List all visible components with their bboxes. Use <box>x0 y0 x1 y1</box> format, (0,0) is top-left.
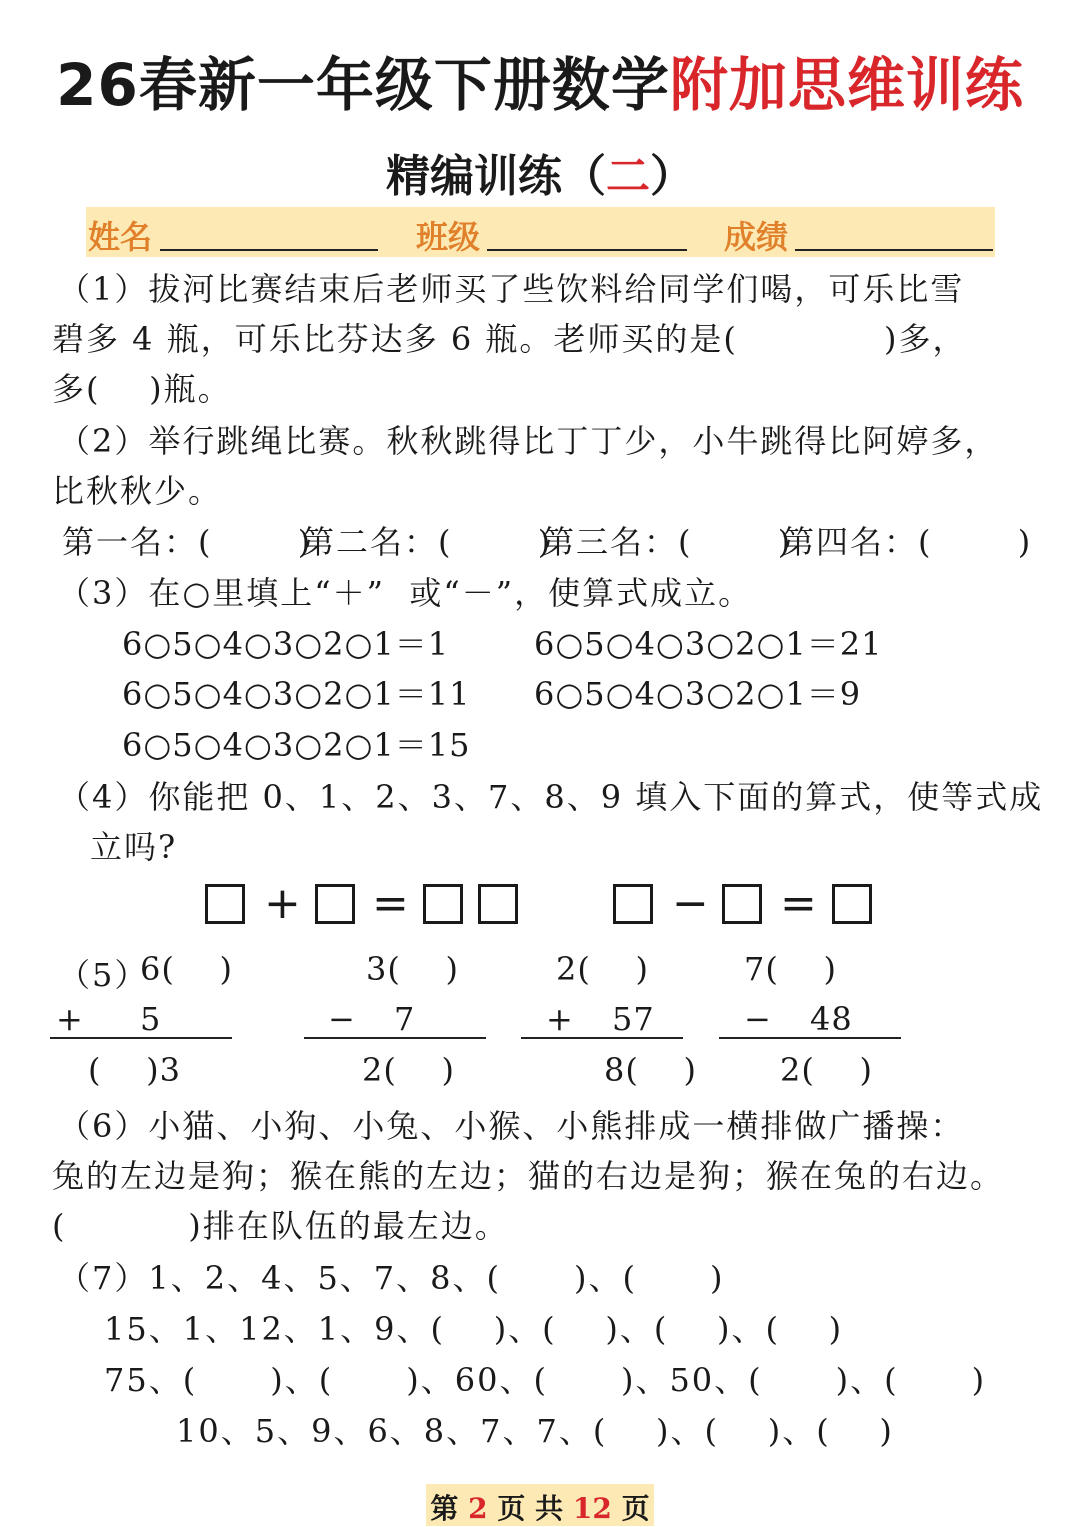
problem-second: 48 <box>810 1000 853 1038</box>
q6-line3: ( )排在队伍的最左边。 <box>52 1207 509 1245</box>
problem-operator: + <box>56 1000 84 1038</box>
q2-rank4: 第四名：( ) <box>782 523 1033 561</box>
q5-label: （5） <box>58 956 149 994</box>
score-label: 成绩 <box>724 218 789 256</box>
title-highlight: 附加思维训练 <box>669 51 1024 119</box>
answer-box[interactable] <box>478 884 518 924</box>
problem-top: 2( ) <box>556 950 650 988</box>
problem-top: 6( ) <box>140 950 234 988</box>
problem-result: 2( ) <box>362 1051 456 1089</box>
plus-sign: + <box>264 878 301 929</box>
q3-instruction: （3）在○里填上“＋” 或“－”，使算式成立。 <box>58 574 753 612</box>
answer-box[interactable] <box>613 884 653 924</box>
current-page: 2 <box>468 1492 488 1525</box>
sum-line <box>719 1037 901 1039</box>
footer-post: 页 <box>621 1492 650 1525</box>
equals-sign: = <box>372 878 409 929</box>
q1-line2: 碧多 4 瓶，可乐比芬达多 6 瓶。老师买的是( )多， <box>52 320 967 358</box>
q4-line1: （4）你能把 0、1、2、3、7、8、9 填入下面的算式，使等式成 <box>58 778 1044 816</box>
q3-equation: 6○5○4○3○2○1＝21 <box>534 625 883 663</box>
total-pages: 12 <box>572 1492 612 1525</box>
problem-result: 2( ) <box>780 1051 874 1089</box>
q2-rank1: 第一名：( ) <box>62 523 313 561</box>
class-field[interactable] <box>487 249 687 251</box>
answer-box[interactable] <box>832 884 872 924</box>
footer-mid: 页 共 <box>497 1492 564 1525</box>
page-subtitle <box>0 140 1080 204</box>
answer-box[interactable] <box>722 884 762 924</box>
subtitle-post: ） <box>650 151 694 202</box>
q2-line2: 比秋秋少。 <box>52 472 223 510</box>
problem-second: 7 <box>394 1000 416 1038</box>
problem-top: 7( ) <box>744 950 838 988</box>
answer-box[interactable] <box>205 884 245 924</box>
title-main: 26春新一年级下册数学 <box>56 51 670 119</box>
answer-box[interactable] <box>315 884 355 924</box>
score-field[interactable] <box>795 249 993 251</box>
equals-sign: = <box>780 878 817 929</box>
page-title <box>0 38 1080 122</box>
q1-line1: （1）拔河比赛结束后老师买了些饮料给同学们喝，可乐比雪 <box>58 270 965 308</box>
subtitle-pre: 精编训练（ <box>386 151 606 202</box>
q3-equation: 6○5○4○3○2○1＝15 <box>122 726 471 764</box>
problem-result: ( )3 <box>88 1051 182 1089</box>
q7-line1: （7）1、2、4、5、7、8、( )、( ) <box>58 1259 725 1297</box>
q7-line2: 15、1、12、1、9、( )、( )、( )、( ) <box>104 1310 844 1348</box>
problem-result: 8( ) <box>604 1051 698 1089</box>
problem-operator: − <box>328 1000 356 1038</box>
problem-operator: + <box>546 1000 574 1038</box>
q3-equation: 6○5○4○3○2○1＝9 <box>534 675 862 713</box>
footer-pre: 第 <box>430 1492 459 1525</box>
q2-line1: （2）举行跳绳比赛。秋秋跳得比丁丁少，小牛跳得比阿婷多， <box>58 422 999 460</box>
problem-second: 57 <box>612 1000 655 1038</box>
q1-line3: 多( )瓶。 <box>52 370 232 408</box>
page-number <box>426 1487 654 1527</box>
q2-rank3: 第三名：( ) <box>542 523 793 561</box>
sum-line <box>304 1037 486 1039</box>
name-field[interactable] <box>160 249 378 251</box>
problem-second: 5 <box>140 1000 162 1038</box>
minus-sign: − <box>672 878 709 929</box>
sum-line <box>50 1037 232 1039</box>
q3-equation: 6○5○4○3○2○1＝11 <box>122 675 471 713</box>
problem-top: 3( ) <box>366 950 460 988</box>
q6-line2: 兔的左边是狗；猴在熊的左边；猫的右边是狗；猴在兔的右边。 <box>52 1157 1005 1195</box>
q3-equation: 6○5○4○3○2○1＝1 <box>122 625 450 663</box>
subtitle-number: 二 <box>606 151 650 202</box>
q2-rank2: 第二名：( ) <box>302 523 553 561</box>
q6-line1: （6）小猫、小狗、小兔、小猴、小熊排成一横排做广播操： <box>58 1107 965 1145</box>
name-label: 姓名 <box>88 218 153 256</box>
problem-operator: − <box>744 1000 772 1038</box>
q4-line2: 立吗? <box>90 828 178 866</box>
sum-line <box>521 1037 683 1039</box>
q7-line3: 75、( )、( )、60、( )、50、( )、( ) <box>104 1361 987 1399</box>
class-label: 班级 <box>416 218 481 256</box>
answer-box[interactable] <box>423 884 463 924</box>
q7-line4: 10、5、9、6、8、7、7、( )、( )、( ) <box>176 1412 894 1450</box>
